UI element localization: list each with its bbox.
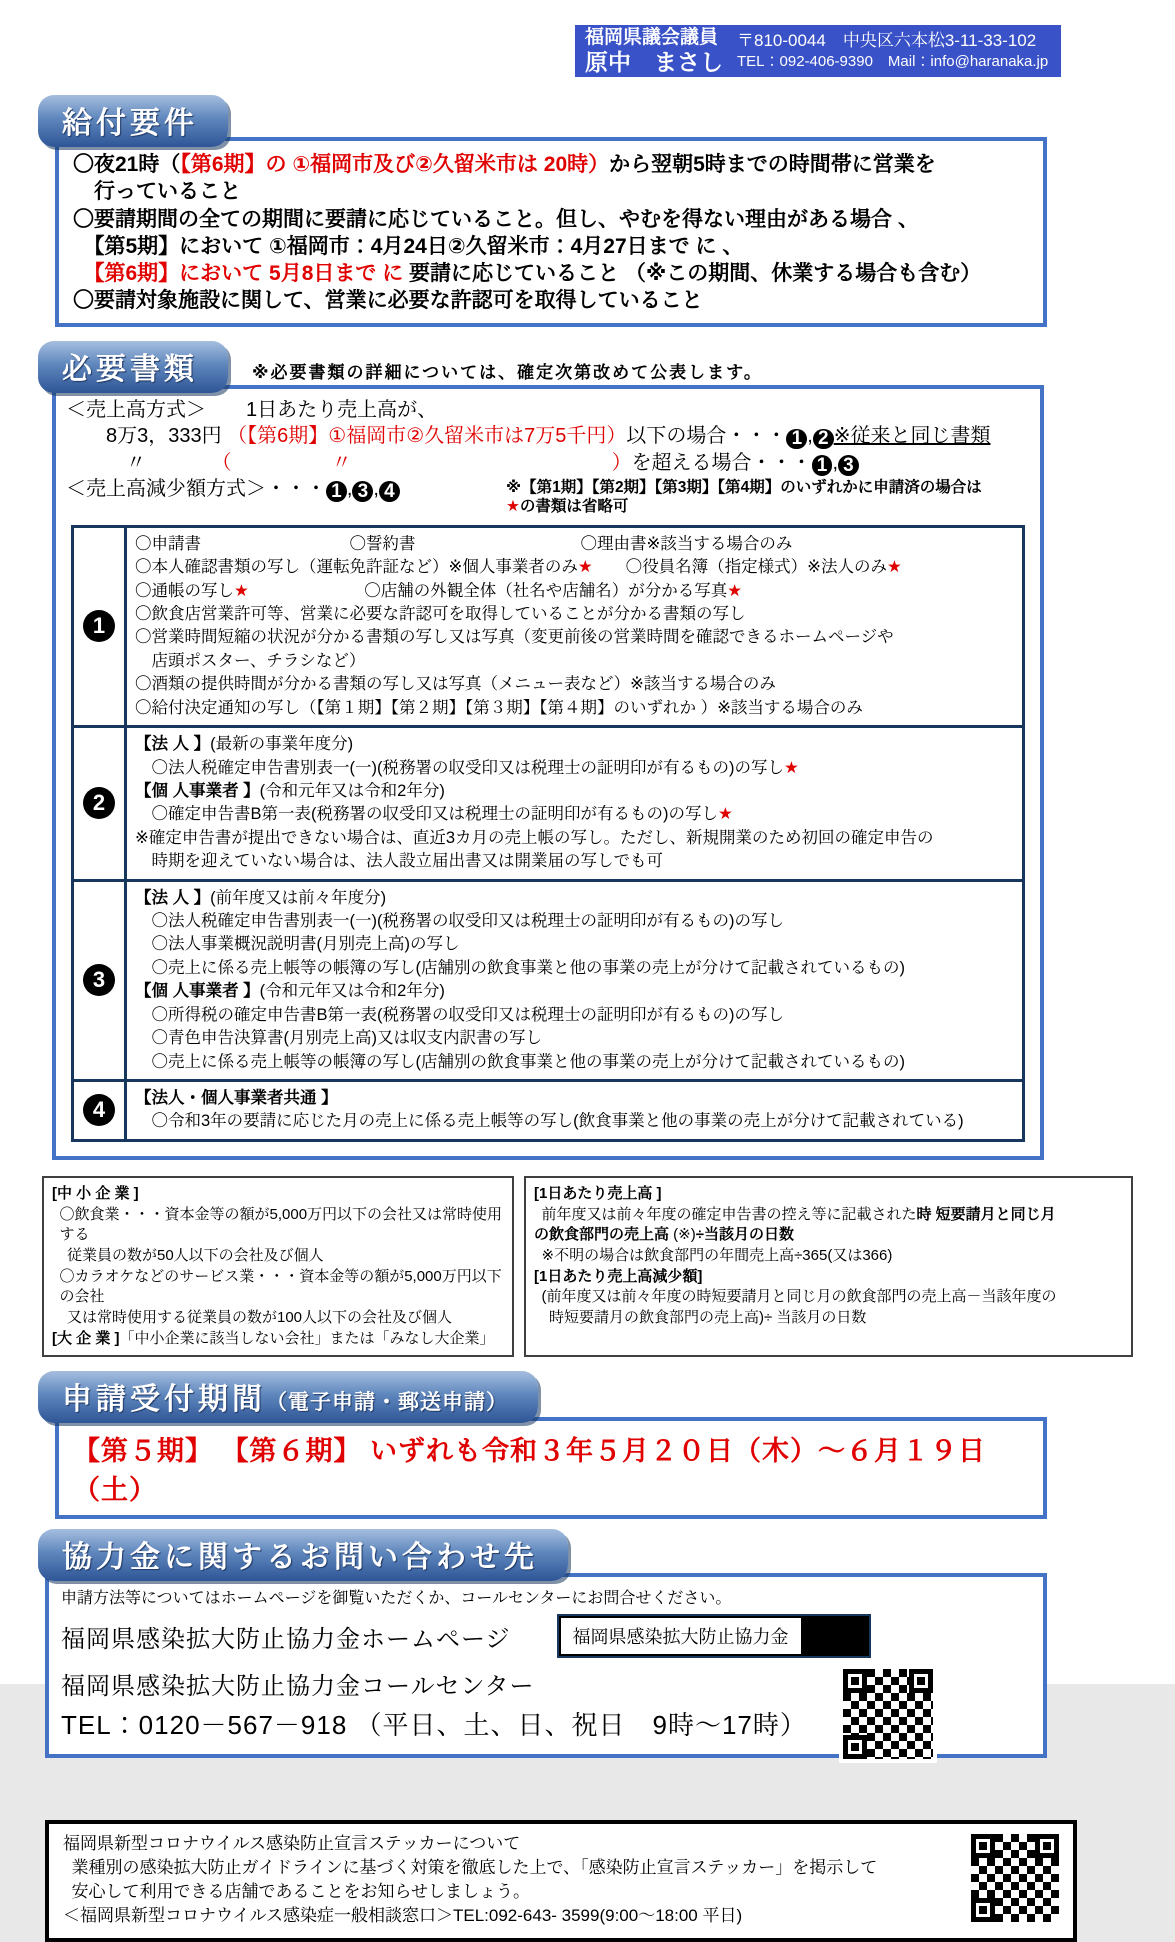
- text-line: 店頭ポスター、チラシなど）: [151, 651, 366, 670]
- text-line: ★の書類は省略可: [506, 498, 629, 516]
- text-line: 行っていること: [94, 180, 241, 204]
- text-line: ※【第1期】【第2期】【第3期】【第4期】のいずれかに申請済の場合は: [506, 478, 982, 496]
- text-line: [中 小 企 業 ]: [52, 1184, 139, 1202]
- text-line: の飲食部門の売上高 (※)÷当該月の日数: [534, 1226, 794, 1244]
- legislator-name: 原中 まさし: [585, 48, 723, 75]
- benefit-requirements-box: [55, 137, 1047, 327]
- document-row: [74, 1079, 1022, 1139]
- text-line: 〇飲食店営業許可等、営業に必要な許認可を取得していることが分かる書類の写し: [135, 604, 746, 623]
- text-line: 〇所得税の確定申告書B第一表(税務署の収受印又は税理士の証明印が有るもの)の写し: [151, 1005, 784, 1024]
- legislator-title: 福岡県議会議員: [585, 26, 719, 48]
- qr-code-icon: [843, 1669, 933, 1759]
- text-line: 又は常時使用する従業員の数が100人以下の会社及び個人: [67, 1308, 453, 1326]
- section-title-required-documents: 必要書類: [38, 341, 228, 393]
- row-content-cell: [127, 1082, 1022, 1139]
- text-line: 【法人・個人事業者共通 】: [135, 1088, 338, 1107]
- text-line: ＜福岡県新型コロナウイルス感染症一般相談窓口＞TEL:092-643- 3599(9:00～18:00 平日): [63, 1905, 743, 1925]
- document-row: [74, 725, 1022, 879]
- application-period-dates: 【第５期】 【第６期】 いずれも令和３年５月２０日（木）～６月１９日（土）: [73, 1436, 987, 1506]
- text-line: 〇申請書 〇誓約書 〇理由書※該当する場合のみ: [135, 534, 793, 553]
- text-line: 〇夜21時（【第6期】の ①福岡市及び②久留米市は 20時）から翌朝5時までの時間帯に営業を: [73, 153, 936, 176]
- text-line: 前年度又は前々年度の確定申告書の控え等に記載された時 短要請月と同じ月: [541, 1205, 1056, 1223]
- text-line: 業種別の感染拡大防止ガイドラインに基づく対策を徹底した上で、「感染防止宣言ステッカー」を掲示して: [71, 1858, 878, 1878]
- text-line: 〇給付決定通知の写し（【第１期】【第２期】【第３期】【第４期】のいずれか ）※該当する場合のみ: [135, 698, 863, 717]
- text-line: 【個 人事業者 】(令和元年又は令和2年分): [135, 982, 445, 1001]
- text-line: 〇要請期間の全ての期間に要請に応じていること。但し、やむを得ない理由がある場合 、: [73, 207, 919, 231]
- document-row: [74, 879, 1022, 1079]
- text-line: 〇カラオケなどのサービス業・・・資本金等の額が5,000万円以下の会社: [59, 1267, 502, 1306]
- text-line: [1日あたり売上高減少額]: [534, 1267, 703, 1285]
- legislator-name-block: [585, 27, 723, 75]
- row-number-badge: 2: [83, 787, 115, 819]
- row-content-cell: [127, 882, 1022, 1079]
- text-line: (前年度又は前々年度の時短要請月と同じ月の飲食部門の売上高－当該年度の: [541, 1288, 1057, 1306]
- search-input: 福岡県感染拡大防止協力金: [559, 1616, 803, 1656]
- text-line: 〇確定申告書B第一表(税務署の収受印又は税理士の証明印が有るもの)の写し★: [151, 805, 733, 824]
- sales-method-intro: [66, 397, 1030, 476]
- text-line: ＜売上高方式＞ 1日あたり売上高が、: [66, 398, 438, 421]
- text-line: 〇飲食業・・・資本金等の額が5,000万円以下の会社又は常時使用する: [59, 1205, 503, 1244]
- text-line: 【第5期】において ①福岡市：4月24日②久留米市：4月27日まで に 、: [83, 234, 744, 258]
- qr-code-icon: [971, 1834, 1059, 1922]
- application-period-title-sub: （電子申請・郵送申請）: [266, 1391, 508, 1415]
- prior-application-note: [506, 476, 982, 517]
- text-line: [1日あたり売上高 ]: [534, 1184, 662, 1202]
- row-number-cell: [74, 528, 127, 725]
- contact-intro-text: 申請方法等についてはホームページを御覧いただくか、コールセンターにお問合せください。: [61, 1590, 732, 1608]
- daily-sales-definition-box: [524, 1176, 1133, 1358]
- row-number-badge: 4: [83, 1094, 115, 1126]
- text-line: 8万3，333円 （【第6期】①福岡市②久留米市は7万5千円）以下の場合・・・ 1 , 2 ※従来と同じ書類: [106, 425, 991, 450]
- legislator-header: [575, 25, 1061, 77]
- application-period-box: [55, 1417, 1047, 1519]
- text-line: 〇売上に係る売上帳等の帳簿の写し(店舗別の飲食事業と他の事業の売上が分けて記載されているもの): [151, 958, 905, 977]
- callcenter-label: 福岡県感染拡大防止協力金コールセンター: [61, 1673, 535, 1701]
- text-line: ※確定申告書が提出できない場合は、直近3カ月の売上帳の写し。ただし、新規開業のため初回の確定申告の: [135, 828, 934, 847]
- text-line: ＜売上高減少額方式＞・・・ 1 , 3 , 4: [66, 476, 506, 502]
- search-widget: [557, 1614, 871, 1658]
- row-number-cell: [74, 882, 127, 1079]
- row-number-cell: [74, 728, 127, 879]
- required-documents-box: [52, 385, 1044, 1160]
- text-line: 【法 人 】(前年度又は前々年度分): [135, 888, 387, 907]
- sme-definition-box: [42, 1176, 514, 1358]
- row-number-badge: 3: [83, 964, 115, 996]
- text-line: 〇令和3年の要請に応じた月の売上に係る売上帳等の写し(飲食事業と他の事業の売上が分けて記載されている): [151, 1112, 964, 1131]
- application-period-title-text: 申請受付期間: [62, 1383, 266, 1417]
- text-line: 【法 人 】(最新の事業年度分): [135, 735, 354, 754]
- document-row: [74, 528, 1022, 725]
- text-line: 〇本人確認書類の写し（運転免許証など）※個人事業者のみ★ 〇役員名簿（指定様式）※法人のみ★: [135, 558, 902, 577]
- text-line: 〇酒類の提供時間が分かる書類の写し又は写真（メニュー表など）※該当する場合のみ: [135, 675, 776, 694]
- required-documents-note: ※必要書類の詳細については、確定次第改めて公表します。: [252, 362, 763, 382]
- sales-decline-method-row: [66, 476, 1030, 517]
- text-line: 【個 人事業者 】(令和元年又は令和2年分): [135, 781, 445, 800]
- text-line: 〇売上に係る売上帳等の帳簿の写し(店舗別の飲食事業と他の事業の売上が分けて記載されているもの): [151, 1052, 905, 1071]
- section-title-benefit-requirements: 給付要件: [38, 95, 228, 147]
- legislator-tel-mail: TEL：092-406-9390 Mail：info@haranaka.jp: [737, 53, 1049, 71]
- row-content-cell: [127, 528, 1022, 725]
- text-line: 〇法人事業概況説明書(月別売上高)の写し: [151, 935, 460, 954]
- legislator-address: 〒810-0044 中央区六本松3-11-33-102: [737, 31, 1037, 51]
- legislator-contact-block: [737, 30, 1048, 72]
- text-line: 安心して利用できる店舗であることをお知らせしましょう。: [71, 1881, 530, 1901]
- text-line: 〇営業時間短縮の状況が分かる書類の写し又は写真（変更前後の営業時間を確認できるホームページや: [135, 628, 894, 647]
- text-line: 〇法人税確定申告書別表一(一)(税務署の収受印又は税理士の証明印が有るもの)の写し: [151, 912, 784, 931]
- text-line: 【第6期】において 5月8日まで に 要請に応じていること （※この期間、休業する場合も含む）: [83, 262, 982, 286]
- sales-decline-method-label: [66, 476, 506, 502]
- documents-table: [71, 525, 1025, 1142]
- section-title-application-period: [38, 1371, 538, 1423]
- text-line: 〇通帳の写し★ 〇店舗の外観全体（社名や店舗名）が分かる写真★: [135, 581, 743, 600]
- sticker-info-box: [45, 1820, 1077, 1941]
- text-line: 〇要請対象施設に関して、営業に必要な許認可を取得していること: [73, 289, 703, 313]
- text-line: 従業員の数が50人以下の会社及び個人: [67, 1246, 324, 1264]
- search-button-block: [803, 1616, 869, 1656]
- text-line: 〇法人税確定申告書別表一(一)(税務署の収受印又は税理士の証明印が有るもの)の写し★: [151, 758, 799, 777]
- section-title-contact: 協力金に関するお問い合わせ先: [38, 1529, 568, 1581]
- homepage-row: [61, 1614, 1031, 1658]
- text-line: 時期を迎えていない場合は、法人設立届出書又は開業届の写しでも可: [151, 852, 663, 871]
- text-line: 〃 （ 〃 ）を超える場合・・・ 1 , 3: [66, 450, 1030, 476]
- text-line: 福岡県新型コロナウイルス感染防止宣言ステッカーについて: [63, 1834, 521, 1854]
- definition-boxes-row: [42, 1176, 1133, 1358]
- text-line: ※不明の場合は飲食部門の年間売上高÷365(又は366): [541, 1246, 893, 1264]
- text-line: 〇青色申告決算書(月別売上高)又は収支内訳書の写し: [151, 1029, 542, 1048]
- row-number-cell: [74, 1082, 127, 1139]
- homepage-label: 福岡県感染拡大防止協力金ホームページ: [61, 1625, 511, 1653]
- row-content-cell: [127, 728, 1022, 879]
- text-line: [大 企 業 ]「中小企業に該当しない会社」または「みなし大企業」: [52, 1329, 495, 1347]
- row-number-badge: 1: [83, 610, 115, 642]
- contact-box: [45, 1573, 1047, 1758]
- callcenter-tel: TEL：0120－567－918 （平日、土、日、祝日 9時～17時）: [61, 1710, 807, 1741]
- text-line: 時短要請月の飲食部門の売上高)÷ 当該月の日数: [549, 1308, 867, 1326]
